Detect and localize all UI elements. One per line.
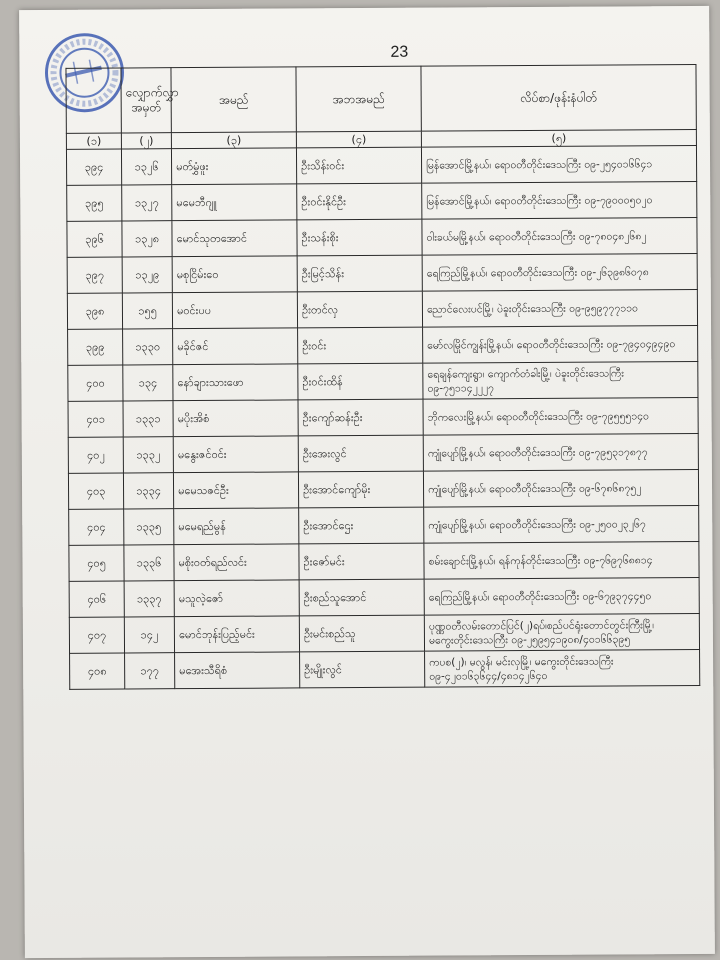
applicant-name: မမေဘီဂျူ <box>172 184 297 221</box>
application-number: ၁၃၂၆ <box>121 149 171 185</box>
table-row <box>69 505 699 545</box>
column-number: (၁) <box>66 133 121 149</box>
applicant-name: မစိုးဝတ်ရည်လင်း <box>174 544 299 581</box>
application-number: ၁၃၂၇ <box>122 185 172 221</box>
applicant-name: မနွေးဇင်ဝင်း <box>173 436 298 473</box>
table-row <box>69 577 699 617</box>
address-phone: ကျုံပျော်မြို့နယ်၊ ရောဝတီတိုင်းဒေသကြီး ၀၉-၇၉၅၃၁၇၈၇၇ <box>423 433 698 471</box>
applicant-name: မမေရည်မွန် <box>174 508 299 545</box>
applicant-name: မအေးသီရိစံ <box>175 652 300 689</box>
column-number: (၃) <box>171 132 296 149</box>
table-row <box>70 649 700 689</box>
row-number: ၄၀၀ <box>68 365 123 401</box>
page-number: 23 <box>390 43 409 61</box>
application-number: ၁၄၂ <box>124 617 174 653</box>
row-number: ၄၀၂ <box>68 437 123 473</box>
father-name: ဦးဝင်း <box>298 327 423 364</box>
address-phone: ကျုံပျော်မြို့နယ်၊ ရောဝတီတိုင်းဒေသကြီး ၀၉-၂၅၀၀၂၃၂၆၇ <box>424 505 699 543</box>
application-number: ၁၃၂၉ <box>122 257 172 293</box>
father-name: ဦးမင်းစည်သူ <box>299 615 424 652</box>
row-number: ၃၉၈ <box>67 293 122 329</box>
header-name: အမည် <box>171 67 296 133</box>
applicant-name: မပိုးအိစံ <box>173 400 298 437</box>
address-phone: ဘိုကလေးမြို့နယ်၊ ရောဝတီတိုင်းဒေသကြီး ၀၉-၇၉၅၅၅၁၄၀ <box>423 397 698 435</box>
application-number: ၁၃၂၈ <box>122 221 172 257</box>
column-number: (၄) <box>296 131 421 148</box>
application-number: ၁၃၃၆ <box>124 545 174 581</box>
father-name: ဦးအေးလွင် <box>298 435 423 472</box>
applicant-name: မသူလဲ့ဇော် <box>174 580 299 617</box>
row-number: ၄၀၃ <box>68 473 123 509</box>
application-number: ၁၃၃၁ <box>123 401 173 437</box>
address-phone: ရေကြည်မြို့နယ်၊ ရောဝတီတိုင်းဒေသကြီး ၀၉-၆၇၉၃၇၄၄၅၀ <box>424 577 699 615</box>
father-name: ဦးစည်သူအောင် <box>299 579 424 616</box>
address-phone: မော်လမြိုင်ကျွန်းမြို့နယ်၊ ရောဝတီတိုင်းဒေသကြီး ၀၉-၇၉၄၀၄၉၄၉၀ <box>423 325 698 363</box>
table-row <box>67 253 697 293</box>
table-row <box>67 289 697 329</box>
father-name: ဦးမျိုးလွင် <box>300 651 425 688</box>
address-phone: မြန်အောင်မြို့နယ်၊ ရောဝတီတိုင်းဒေသကြီး ၀၉-၂၅၄၀၁၆၆၄၁ <box>421 145 696 183</box>
row-number: ၄၀၅ <box>69 545 124 581</box>
father-name: ဦးအောင်ဌေး <box>299 507 424 544</box>
address-phone: ကျုံပျော်မြို့နယ်၊ ရောဝတီတိုင်းဒေသကြီး ၀၉-၆၇၈၆၈၇၅၂ <box>423 469 698 507</box>
applicant-name: မတ်မွှံဖူး <box>171 148 296 185</box>
application-number: ၁၃၃၅ <box>124 509 174 545</box>
table-row <box>69 541 699 581</box>
father-name: ဦးဝင်းနိုင်ဦး <box>297 183 422 220</box>
row-number: ၄၀၇ <box>69 617 124 653</box>
application-number: ၁၅၅ <box>122 293 172 329</box>
applicant-name: မဝင်းပပ <box>172 292 297 329</box>
document-page <box>19 6 715 958</box>
application-number: ၁၃၃၂ <box>123 437 173 473</box>
row-number: ၃၉၇ <box>67 257 122 293</box>
applicant-name: နော်ချားသားဖော <box>173 364 298 401</box>
father-name: ဦးကျော်ဆန်းဦး <box>298 399 423 436</box>
address-phone: ပုဏ္ဏဝတီလမ်းတောင်ပြင်(၂)ရပ်၊စည်ပင်ရုံးတောင်တွင်းကြီးမြို့၊ မကွေးတိုင်းဒေသကြီး ၀၉-၂၅၉၅၄၁၉၀၈/၄၀၁၆၆၃၉၅ <box>424 613 699 651</box>
header-application-no: လျှောက်လွှာအမှတ် <box>121 68 171 133</box>
father-name: ဦးဝင်းထိန် <box>298 363 423 400</box>
address-phone: ကပစ(၂)၊ မလွန်၊ မင်းလှမြို့၊ မကွေးတိုင်းဒေသကြီး ၀၉-၄၂၀၁၆၃၆၄၄/၄၈၁၄၂၆၄၀ <box>425 649 700 687</box>
father-name: ဦးတင်လှ <box>297 291 422 328</box>
table-row <box>68 433 698 473</box>
column-number: (၅) <box>421 129 696 147</box>
registration-table <box>65 64 700 690</box>
application-number: ၁၃၃၄ <box>123 473 173 509</box>
header-father-name: အဘအမည် <box>296 66 421 132</box>
row-number: ၄၀၄ <box>69 509 124 545</box>
address-phone: မြန်အောင်မြို့နယ်၊ ရောဝတီတိုင်းဒေသကြီး ၀၉-၇၉၀၀၀၅၀၂၀ <box>422 181 697 219</box>
row-number: ၃၉၆ <box>67 221 122 257</box>
applicant-name: မမေသဇင်ဦး <box>173 472 298 509</box>
address-phone: ဝါးခယ်မမြို့နယ်၊ ရောဝတီတိုင်းဒေသကြီး ၀၉-၇၈၀၄၈၂၆၈၂ <box>422 217 697 255</box>
father-name: ဦးဇော်မင်း <box>299 543 424 580</box>
header-address-phone: လိပ်စာ/ဖုန်းနံပါတ် <box>421 64 696 131</box>
table-row <box>68 397 698 437</box>
application-number: ၁၃၄ <box>123 365 173 401</box>
address-phone: ညောင်လေးပင်မြို့၊ ပဲခူးတိုင်းဒေသကြီး ၀၉-၉၅၉၇၇၇၁၁၀ <box>422 289 697 327</box>
table-row <box>68 325 698 365</box>
applicant-name: မစုငြိမ်းဝေ <box>172 256 297 293</box>
applicant-name: မောင်ဘုန်းပြည့်မင်း <box>174 616 299 653</box>
row-number: ၃၉၅ <box>67 185 122 221</box>
application-number: ၁၃၃၀ <box>123 329 173 365</box>
row-number: ၄၀၆ <box>69 581 124 617</box>
table-row <box>66 145 696 185</box>
address-phone: ရေချန်ကျေးရွာ၊ ကျောက်တံခါးမြို့၊ ပဲခူးတိုင်းဒေသကြီး ၀၉-၇၅၁၁၄၂၂၂၇ <box>423 361 698 399</box>
father-name: ဦးမြင့်သိန်း <box>297 255 422 292</box>
applicant-name: မခိုင်ဇင် <box>173 328 298 365</box>
address-phone: ရေကြည်မြို့နယ်၊ ရောဝတီတိုင်းဒေသကြီး ၀၉-၂၆၃၉၈၆၀၇၈ <box>422 253 697 291</box>
application-number: ၁၇၇ <box>125 653 175 689</box>
row-number: ၃၉၄ <box>66 149 121 185</box>
father-name: ဦးသန်းစိုး <box>297 219 422 256</box>
column-number: (၂) <box>121 133 171 149</box>
row-number: ၄၀၁ <box>68 401 123 437</box>
row-number: ၄၀၈ <box>70 653 125 689</box>
header-blank <box>66 68 121 133</box>
table-row <box>68 361 698 401</box>
application-number: ၁၃၃၇ <box>124 581 174 617</box>
applicant-name: မောင်သုတအောင် <box>172 220 297 257</box>
father-name: ဦးအောင်ကျော်မိုး <box>298 471 423 508</box>
table-row <box>69 613 699 653</box>
address-phone: စမ်းချောင်းမြို့နယ်၊ ရန်ကုန်တိုင်းဒေသကြီး ၀၉-၇၆၉၇၆၈၈၁၄ <box>424 541 699 579</box>
father-name: ဦးသိန်းဝင်း <box>296 147 421 184</box>
table-row <box>68 469 698 509</box>
row-number: ၃၉၉ <box>68 329 123 365</box>
table-row <box>67 181 697 221</box>
table-row <box>67 217 697 257</box>
